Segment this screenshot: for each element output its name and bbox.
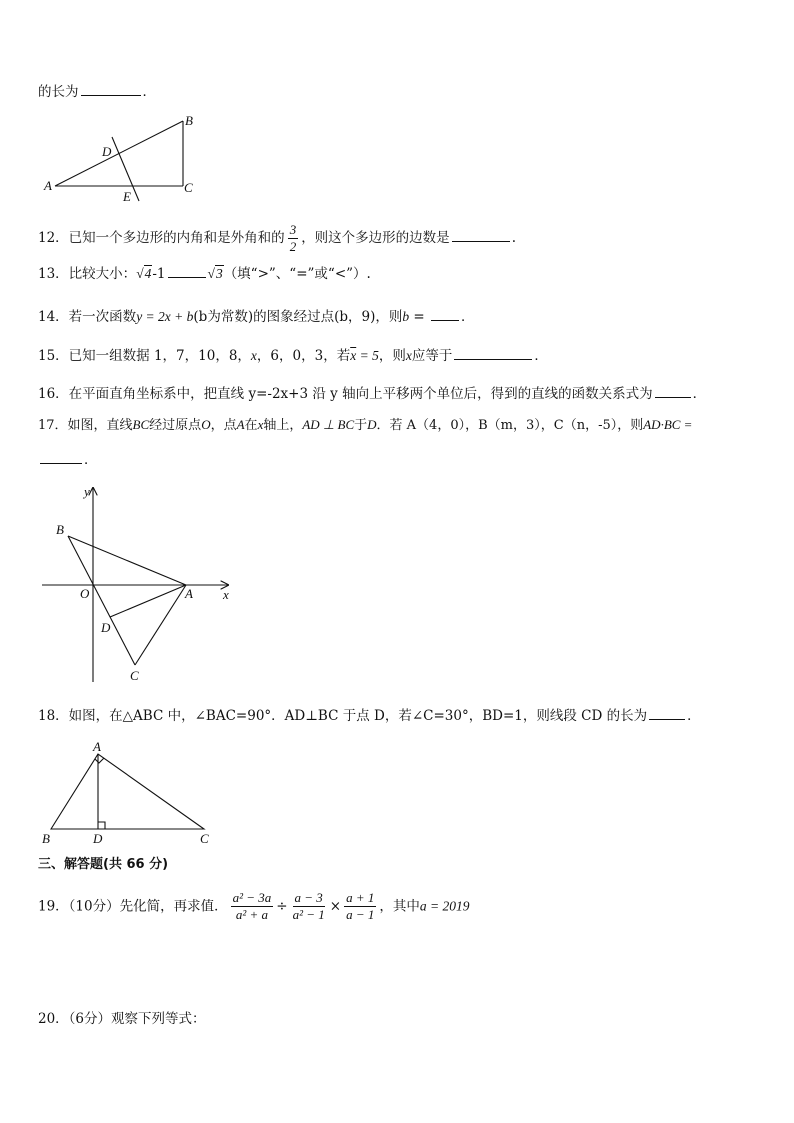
q17-line-2 — [38, 450, 98, 469]
fraction-numerator: a + 1 — [346, 890, 375, 905]
fig11-label-b: B — [185, 113, 193, 128]
fraction-denominator: a² + a — [235, 907, 269, 922]
q17-bc: BC — [132, 417, 150, 432]
fig11-label-a: A — [44, 178, 52, 193]
q17-end: ． — [84, 452, 98, 468]
q19-line — [38, 890, 469, 923]
q13-line — [38, 264, 371, 283]
section-3-title: 三、解答题(共 66 分) — [38, 857, 169, 872]
figure-11 — [40, 112, 210, 207]
sqrt-radicand: 3 — [215, 266, 223, 281]
fraction-denominator: a² − 1 — [292, 907, 325, 922]
fig17-line-bc — [68, 536, 135, 665]
sqrt-4: √4 — [136, 266, 152, 281]
q17-perp: AD ⊥ BC — [302, 417, 355, 432]
answer-blank-14[interactable] — [431, 307, 459, 321]
fig18-right-angle-d — [98, 822, 105, 829]
q11-line — [38, 82, 156, 101]
fig17-label-o: O — [80, 586, 90, 601]
fraction-denominator: a − 1 — [346, 907, 375, 922]
q14-eq: = — [409, 309, 430, 325]
q12-post: ，则这个多边形的边数是 — [301, 230, 450, 246]
fig17-label-d: D — [101, 620, 111, 635]
q13-minus: -1 — [152, 266, 166, 282]
q15-xbar: $\overline{x}$ — [350, 348, 357, 363]
fraction-numerator: a² − 3a — [232, 890, 272, 905]
q15-x: x — [250, 348, 257, 363]
q16-end: ． — [692, 386, 707, 402]
q15-eq: = 5 — [356, 348, 379, 363]
q15-x2: x — [405, 348, 412, 363]
q14-expression: y = 2x + b — [136, 309, 194, 324]
sqrt-radicand: 4 — [144, 266, 152, 281]
q17-m5: 于 — [354, 418, 368, 433]
q14-mid: (b为常数)的图象经过点(b，9)，则 — [193, 309, 403, 325]
figure-18 — [38, 738, 218, 848]
q17-m4: 轴上， — [263, 418, 303, 433]
fig18-label-d: D — [93, 831, 103, 846]
fig18-label-c: C — [200, 831, 209, 846]
q17-m2: ，点 — [210, 418, 237, 433]
q16-line — [38, 384, 706, 403]
figure-17 — [38, 482, 248, 692]
fraction-numerator: a − 3 — [294, 890, 323, 905]
q11-end: ． — [142, 84, 156, 100]
q14-end: ． — [461, 309, 475, 325]
q17-m1: 经过原点 — [149, 418, 202, 433]
q20-line — [38, 1010, 206, 1028]
q18-line — [38, 706, 701, 725]
q12-pre: 12．已知一个多边形的内角和是外角和的 — [38, 230, 285, 246]
q18-text: 18．如图，在△ABC 中，∠BAC=90°．AD⊥BC 于点 D，若∠C=30°，BD=1，则线段 CD 的长为 — [38, 708, 648, 724]
fig17-label-y: y — [84, 484, 90, 499]
q18-end: ． — [687, 708, 701, 724]
fig17-label-a: A — [185, 586, 193, 601]
fig17-segment-ad — [110, 585, 186, 617]
q16-text: 16．在平面直角坐标系中，把直线 y=-2x+3 沿 y 轴向上平移两个单位后，得到的直线的函数关系式为 — [38, 386, 653, 402]
q12-end: . — [511, 230, 516, 246]
q15-mid: ，则 — [378, 348, 406, 364]
q15-pre: 15．已知一组数据 1，7，10，8， — [38, 348, 251, 364]
q19-fraction-1 — [231, 890, 274, 923]
fraction-numerator: 3 — [289, 222, 297, 237]
fig11-label-d: D — [102, 144, 112, 159]
q17-m3: 在 — [244, 418, 258, 433]
q17-a: A — [236, 417, 245, 432]
fig17-segment-ca — [135, 585, 186, 665]
answer-blank-15[interactable] — [454, 346, 532, 360]
answer-blank-11[interactable] — [81, 82, 141, 96]
fig17-label-c: C — [130, 668, 139, 683]
q13-post: （填“>”、“=”或“<”）. — [223, 266, 371, 282]
answer-blank-17[interactable] — [40, 450, 82, 464]
q13-pre: 13．比较大小： — [38, 266, 137, 282]
q17-pre: 17．如图，直线 — [38, 418, 133, 433]
fig11-label-c: C — [184, 180, 193, 195]
q19-condition: a = 2019 — [419, 898, 470, 914]
q14-pre: 14．若一次函数 — [38, 309, 137, 325]
answer-blank-18[interactable] — [649, 706, 685, 720]
sqrt-3: √3 — [207, 266, 223, 281]
q17-d: D — [367, 417, 377, 432]
answer-blank-12[interactable] — [452, 228, 510, 242]
q20-text: 20．（6分）观察下列等式： — [38, 1011, 206, 1027]
fraction-3-2 — [288, 222, 299, 255]
fig18-triangle-abc — [51, 754, 204, 829]
fraction-denominator: 2 — [289, 239, 297, 254]
q14-b: b — [402, 309, 410, 324]
fig11-label-e: E — [123, 189, 131, 204]
q19-pre: 19．（10分）先化简，再求值． — [38, 898, 228, 915]
q19-times: × — [329, 898, 342, 915]
q19-fraction-2 — [291, 890, 327, 923]
fig17-segment-ba — [68, 536, 186, 585]
q15-end: ． — [534, 348, 548, 364]
q17-x: x — [257, 417, 264, 432]
q17-line — [38, 416, 692, 435]
fig18-label-a: A — [93, 739, 101, 754]
q15-post: 应等于 — [411, 348, 453, 364]
q17-m6: ．若 A（4，0），B（m，3），C（n，-5），则 — [376, 418, 644, 433]
q11-text: 的长为 — [38, 84, 79, 100]
q15-list: ，6，0，3，若 — [256, 348, 351, 364]
fig18-label-b: B — [42, 831, 50, 846]
q19-fraction-3 — [344, 890, 376, 923]
fig18-right-angle-a — [95, 758, 104, 763]
q15-line — [38, 346, 548, 365]
answer-blank-16[interactable] — [655, 384, 691, 398]
q17-expression: AD·BC = — [643, 417, 693, 432]
q14-line — [38, 307, 475, 326]
q19-post: ，其中 — [379, 898, 420, 915]
fig17-label-x: x — [223, 587, 229, 602]
fig17-label-b: B — [56, 522, 64, 537]
q12-line — [38, 222, 516, 255]
answer-blank-13[interactable] — [168, 264, 206, 278]
q19-divide: ÷ — [276, 898, 288, 915]
q17-o: O — [201, 417, 211, 432]
